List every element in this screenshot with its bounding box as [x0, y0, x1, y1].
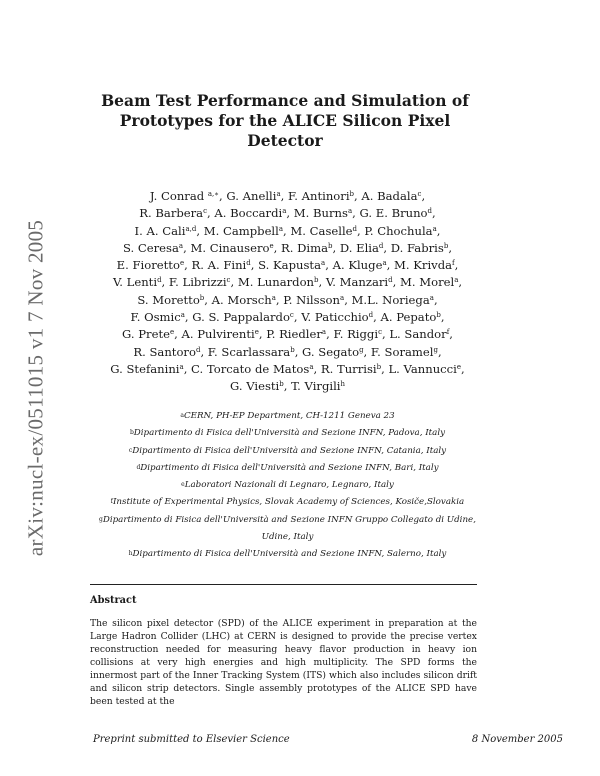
author-name: S. Moretto	[137, 292, 200, 307]
affiliation-marker: b	[290, 345, 295, 354]
affiliation-item	[90, 546, 485, 563]
author-name: G. Viesti	[229, 379, 280, 394]
author-name: , P. Riedler	[258, 327, 322, 342]
affiliation-marker: h	[340, 380, 345, 389]
affiliation-marker: d	[427, 207, 433, 216]
author-name: , G. S. Pappalardo	[184, 310, 290, 325]
author-name: ,	[461, 361, 465, 376]
preprint-note: Preprint submitted to Elsevier Science	[93, 734, 290, 745]
affiliation-marker: c	[203, 207, 208, 216]
title-line: Prototypes for the ALICE Silicon Pixel	[119, 111, 451, 130]
affiliation-marker: b	[314, 276, 319, 285]
author-line	[85, 361, 490, 378]
author-name: ,	[458, 275, 463, 290]
affiliation-mark: a	[180, 412, 184, 419]
affiliation-text: Institute of Experimental Physics, Slovak Academy of Sciences, Kosiče,Slovakia	[113, 497, 465, 508]
author-name: , A. Pepato	[373, 310, 437, 325]
author-name: , M. Caselle	[283, 223, 353, 238]
author-name: ,	[437, 344, 442, 359]
affiliation-marker: a	[282, 207, 287, 216]
affiliation-marker: c	[289, 311, 294, 320]
affiliation-item	[90, 477, 485, 494]
affiliation-mark: c	[128, 446, 133, 454]
affiliation-item	[90, 425, 485, 442]
affiliation-item	[90, 512, 485, 547]
author-name: I. A. Cali	[134, 223, 186, 238]
affiliation-marker: d	[368, 311, 374, 320]
author-name: , M. Lunardon	[230, 275, 315, 290]
author-name: , P. Nilsson	[275, 292, 340, 307]
author-line	[85, 344, 490, 361]
author-name: F. Osmic	[130, 310, 181, 325]
affiliation-marker: e	[179, 259, 185, 268]
affiliation-marker: e	[269, 241, 274, 250]
author-name: , A. Boccardi	[207, 206, 283, 221]
affiliation-marker: f	[446, 328, 450, 337]
affiliation-marker: a	[278, 224, 284, 233]
affiliation-mark: e	[181, 481, 185, 489]
affiliation-item	[90, 408, 485, 425]
abstract-text: The silicon pixel detector (SPD) of the ALICE experiment in preparation at the Large Hadron Collider (LHC) at CERN is designed to provide the precise vertex reconstruction needed for measuring heavy flavor production in heavy ion collisions at very high energies and high multiplicity. The SPD forms the innermost part of the Inner Tracking System (ITS) which also includes silicon drift and silicon strip detectors. Single assembly prototypes of the ALICE SPD have been tested at the	[90, 618, 477, 707]
affiliation-marker: a,d	[185, 224, 197, 233]
affiliation-mark: d	[136, 463, 141, 471]
author-name: , D. Elia	[332, 240, 379, 255]
affiliation-marker: a,∗	[207, 190, 220, 198]
affiliation-marker: a	[321, 259, 326, 268]
author-name: , M.L. Noriega	[344, 292, 430, 307]
affiliation-marker: a	[180, 311, 185, 320]
author-name: , R. A. Fini	[184, 258, 247, 273]
affiliation-text: Dipartimento di Fisica dell'Università and Sezione INFN, Salerno, Italy	[132, 549, 447, 560]
affiliation-marker: e	[169, 328, 175, 337]
author-name: V. Lenti	[112, 275, 158, 290]
author-name: G. Prete	[122, 327, 170, 342]
author-line	[85, 240, 490, 257]
author-line	[85, 223, 490, 240]
affiliation-marker: b	[328, 241, 333, 250]
author-name: , L. Vannucci	[381, 361, 457, 376]
author-name: ,	[440, 310, 445, 325]
affiliation-marker: b	[349, 190, 355, 198]
author-name: ,	[421, 189, 426, 203]
affiliation-marker: a	[429, 293, 434, 302]
author-name: ,	[432, 206, 436, 221]
author-name: , F. Soramel	[363, 344, 434, 359]
author-line	[85, 257, 490, 274]
affiliation-mark: f	[110, 498, 113, 506]
affiliation-marker: a	[271, 293, 276, 302]
author-name: , A. Pulvirenti	[174, 327, 255, 342]
author-name: , V. Paticchio	[293, 310, 369, 325]
author-line	[85, 292, 490, 309]
author-name: , M. Morel	[392, 275, 455, 290]
author-list	[85, 188, 490, 396]
author-name: R. Barbera	[139, 206, 204, 221]
affiliation-marker: b	[436, 311, 441, 320]
author-name: ,	[436, 223, 441, 238]
affiliation-item	[90, 494, 485, 511]
author-name: ,	[449, 327, 453, 342]
author-name: , F. Riggi	[326, 327, 379, 342]
affiliation-marker: b	[443, 241, 449, 250]
affiliation-text: Dipartimento di Fisica dell'Università and Sezione INFN, Catania, Italy	[132, 445, 447, 456]
affiliation-marker: a	[432, 224, 437, 233]
affiliation-marker: b	[279, 380, 284, 389]
affiliation-text: Dipartimento di Fisica dell'Università and Sezione INFN, Bari, Italy	[140, 462, 439, 473]
preprint-date: 8 November 2005	[471, 734, 563, 745]
affiliation-item	[90, 460, 485, 477]
author-name: J. Conrad	[149, 189, 208, 203]
abstract-heading: Abstract	[90, 595, 137, 606]
paper-title	[95, 91, 475, 151]
affiliation-marker: a	[454, 276, 459, 285]
author-name: , D. Fabris	[383, 240, 444, 255]
affiliation-text: CERN, PH-EP Department, CH-1211 Geneva 23	[183, 411, 395, 421]
abstract-divider	[90, 584, 477, 585]
author-name: , T. Virgili	[283, 379, 341, 394]
author-line	[85, 274, 490, 291]
author-name: , V. Manzari	[318, 275, 389, 290]
affiliation-marker: d	[388, 276, 393, 285]
author-name: , G. Segato	[294, 344, 360, 359]
author-line	[85, 205, 490, 222]
title-line: Beam Test Performance and Simulation of	[101, 91, 469, 110]
arxiv-id-text: arXiv:nucl-ex/0511015 v1 7 Nov 2005	[23, 219, 48, 557]
author-name: , F. Scarlassara	[200, 344, 291, 359]
title-line: Detector	[247, 131, 323, 150]
author-name: , L. Sandor	[381, 327, 447, 342]
affiliation-marker: d	[246, 259, 251, 268]
affiliation-marker: d	[378, 241, 384, 250]
affiliation-list	[90, 408, 485, 564]
affiliation-marker: a	[309, 362, 314, 371]
affiliation-marker: b	[199, 293, 205, 302]
author-name: S. Ceresa	[123, 240, 179, 255]
affiliation-marker: f	[452, 259, 455, 268]
author-name: , S. Kapusta	[250, 258, 322, 273]
affiliation-marker: b	[376, 362, 382, 371]
affiliation-mark: g	[99, 515, 103, 523]
affiliation-marker: g	[433, 345, 438, 354]
author-line	[85, 326, 490, 343]
affiliation-marker: d	[195, 345, 201, 354]
affiliation-marker: a	[179, 362, 184, 371]
author-name: , M. Krivda	[386, 258, 453, 273]
affiliation-text: Laboratori Nazionali di Legnaro, Legnaro, Italy	[184, 480, 394, 491]
affiliation-marker: d	[352, 224, 358, 233]
affiliation-marker: a	[276, 190, 281, 198]
author-line	[85, 309, 490, 326]
author-name: ,	[448, 240, 452, 255]
author-line	[85, 378, 490, 395]
affiliation-mark: b	[129, 429, 134, 437]
affiliation-text: Dipartimento di Fisica dell'Università and Sezione INFN Gruppo Collegato di Udine, Udine, Italy	[102, 514, 476, 543]
affiliation-mark: h	[128, 550, 133, 558]
author-name: , A. Kluge	[325, 258, 383, 273]
affiliation-marker: a	[340, 293, 345, 302]
author-name: ,	[433, 292, 438, 307]
affiliation-marker: a	[347, 207, 353, 216]
affiliation-marker: c	[378, 328, 382, 337]
affiliation-item	[90, 443, 485, 460]
author-name: , M. Campbell	[196, 223, 279, 238]
author-name: R. Santoro	[133, 344, 196, 359]
author-name: , G. E. Bruno	[352, 206, 428, 221]
author-name: , C. Torcato de Matos	[183, 361, 310, 376]
author-name: , P. Chochula	[357, 223, 433, 238]
author-name: , A. Badala	[354, 189, 418, 203]
affiliation-marker: a	[178, 241, 184, 250]
author-name: , M. Burns	[286, 206, 348, 221]
affiliation-marker: g	[359, 345, 364, 354]
author-name: , R. Dima	[273, 240, 329, 255]
affiliation-marker: e	[456, 362, 462, 371]
author-name: , F. Antinori	[280, 189, 350, 203]
author-name: ,	[454, 258, 459, 273]
author-name: , F. Librizzi	[161, 275, 227, 290]
author-name: G. Stefanini	[110, 361, 180, 376]
affiliation-marker: c	[226, 276, 231, 285]
author-name: E. Fioretto	[116, 258, 180, 273]
author-name: , G. Anelli	[219, 189, 277, 203]
author-name: , R. Turrisi	[313, 361, 377, 376]
affiliation-marker: a	[382, 259, 387, 268]
author-name: , A. Morsch	[204, 292, 272, 307]
affiliation-marker: a	[321, 328, 327, 337]
affiliation-marker: d	[157, 276, 162, 285]
author-name: , M. Cinausero	[183, 240, 270, 255]
affiliation-marker: e	[254, 328, 259, 337]
affiliation-marker: c	[417, 190, 422, 198]
affiliation-text: Dipartimento di Fisica dell'Università and Sezione INFN, Padova, Italy	[133, 428, 446, 439]
author-line	[85, 188, 490, 205]
